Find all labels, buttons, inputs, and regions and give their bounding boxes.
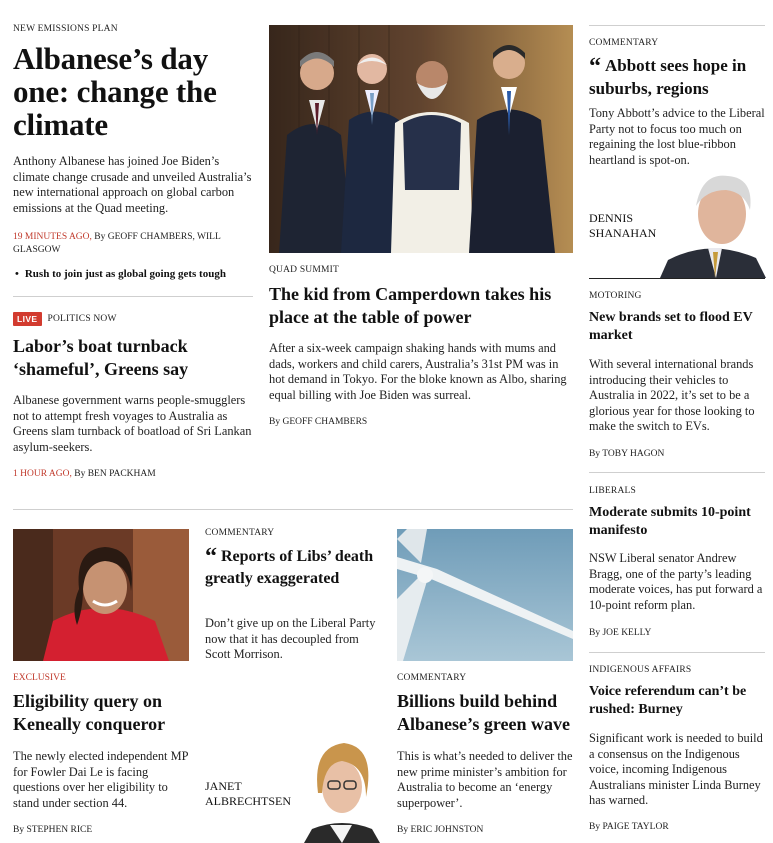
moderate-author[interactable]: By JOE KELLY (589, 628, 652, 638)
quad-author[interactable]: By GEOFF CHAMBERS (269, 417, 368, 427)
abbott-headline[interactable] (589, 55, 765, 99)
quote-mark-icon: “ (589, 54, 601, 80)
abbott-title-text: Abbott sees hope in suburbs, regions (589, 56, 747, 98)
lead-summary: Anthony Albanese has joined Joe Biden’s climate change crusade and unveiled Australia’s new international approach on global carbon emissions at the Quad meeting. (13, 154, 252, 215)
green-author[interactable]: By ERIC JOHNSTON (397, 825, 484, 835)
lead-timestamp: 19 MINUTES AGO, (13, 232, 92, 242)
quad-summary: After a six-week campaign shaking hands with mums and dads, workers and child carers, Australia’s 31st PM was in hot demand in Tokyo. For the bloke known as Albo, sharing equal billing with Joe Biden was surreal. (269, 341, 567, 402)
dai-le-photo[interactable] (13, 529, 189, 661)
lead-headline[interactable]: Albanese’s day one: change the climate (13, 41, 217, 142)
voice-byline (589, 822, 669, 832)
libs-title-text: Reports of Libs’ death greatly exaggerated (205, 548, 374, 587)
eligibility-kicker[interactable]: EXCLUSIVE (13, 673, 66, 683)
eligibility-headline[interactable]: Eligibility query on Keneally conqueror (13, 691, 166, 734)
ev-headline[interactable]: New brands set to flood EV market (589, 310, 753, 343)
libs-headline[interactable] (205, 546, 375, 589)
abbott-author[interactable]: DENNIS SHANAHAN (589, 211, 657, 240)
lead-kicker[interactable]: NEW EMISSIONS PLAN (13, 24, 118, 34)
boats-label-row (13, 312, 117, 326)
boats-headline[interactable]: Labor’s boat turnback ‘shameful’, Greens say (13, 336, 189, 379)
green-summary: This is what’s needed to deliver the new prime minister’s ambition for Australia to become an ‘energy superpower’. (397, 749, 573, 810)
ev-byline (589, 449, 664, 459)
eligibility-summary: The newly elected independent MP for Fowler Dai Le is facing questions over her eligibility to stand under section 44. (13, 749, 189, 810)
eligibility-byline (13, 825, 92, 835)
green-kicker[interactable]: COMMENTARY (397, 673, 467, 683)
divider (589, 278, 765, 279)
libs-author[interactable]: JANET ALBRECHTSEN (205, 779, 292, 808)
divider (589, 25, 765, 26)
columnist-portrait (660, 170, 766, 278)
abbott-kicker[interactable]: COMMENTARY (589, 38, 659, 48)
voice-kicker[interactable]: INDIGENOUS AFFAIRS (589, 665, 692, 675)
divider (589, 472, 765, 473)
divider (589, 652, 765, 653)
boats-summary: Albanese government warns people-smugglers not to attempt fresh voyages to Australia as Greens slam turnback of boatload of Sri Lankan asylum-seekers. (13, 393, 252, 454)
lead-related-link[interactable]: • Rush to join just as global going gets tough (15, 268, 226, 280)
divider (13, 509, 573, 510)
voice-summary: Significant work is needed to build a consensus on the Indigenous voice, incoming Indigenous Australians minister Linda Burney has warned. (589, 731, 763, 807)
columnist-portrait (300, 737, 382, 843)
boats-author[interactable]: By BEN PACKHAM (74, 469, 156, 479)
quote-mark-icon: “ (205, 544, 217, 570)
boats-byline (13, 469, 156, 479)
voice-author[interactable]: By PAIGE TAYLOR (589, 822, 669, 832)
libs-kicker[interactable]: COMMENTARY (205, 528, 275, 538)
moderate-kicker[interactable]: LIBERALS (589, 486, 636, 496)
quad-summit-photo[interactable] (269, 25, 573, 253)
wind-turbine-photo[interactable] (397, 529, 573, 661)
lead-byline (13, 231, 243, 257)
moderate-byline (589, 628, 651, 638)
divider (13, 296, 253, 297)
moderate-summary: NSW Liberal senator Andrew Bragg, one of the party’s leading moderate voices, has put forward a 10-point reform plan. (589, 551, 763, 612)
green-headline[interactable]: Billions build behind Albanese’s green wave (397, 691, 570, 734)
lead-author[interactable]: By GEOFF CHAMBERS, WILL GLASGOW (13, 232, 221, 255)
ev-kicker[interactable]: MOTORING (589, 291, 642, 301)
eligibility-author[interactable]: By STEPHEN RICE (13, 825, 93, 835)
ev-summary: With several international brands introducing their vehicles to Australia in 2022, it’s set to be a glorious year for those looking to make the switch to EVs. (589, 357, 755, 433)
abbott-summary: Tony Abbott’s advice to the Liberal Party not to focus too much on regaining the lost blue-ribbon heartland is spot-on. (589, 106, 765, 167)
live-badge: LIVE (13, 312, 42, 326)
libs-summary: Don’t give up on the Liberal Party now that it has decoupled from Scott Morrison. (205, 616, 376, 661)
boats-timestamp: 1 HOUR AGO, (13, 469, 72, 479)
boats-kicker[interactable]: POLITICS NOW (47, 314, 117, 324)
quad-headline[interactable]: The kid from Camperdown takes his place at the table of power (269, 284, 552, 327)
green-byline (397, 825, 483, 835)
quad-byline (269, 417, 367, 427)
voice-headline[interactable]: Voice referendum can’t be rushed: Burney (589, 684, 747, 717)
moderate-headline[interactable]: Moderate submits 10-point manifesto (589, 505, 751, 538)
ev-author[interactable]: By TOBY HAGON (589, 449, 665, 459)
quad-kicker[interactable]: QUAD SUMMIT (269, 265, 340, 275)
